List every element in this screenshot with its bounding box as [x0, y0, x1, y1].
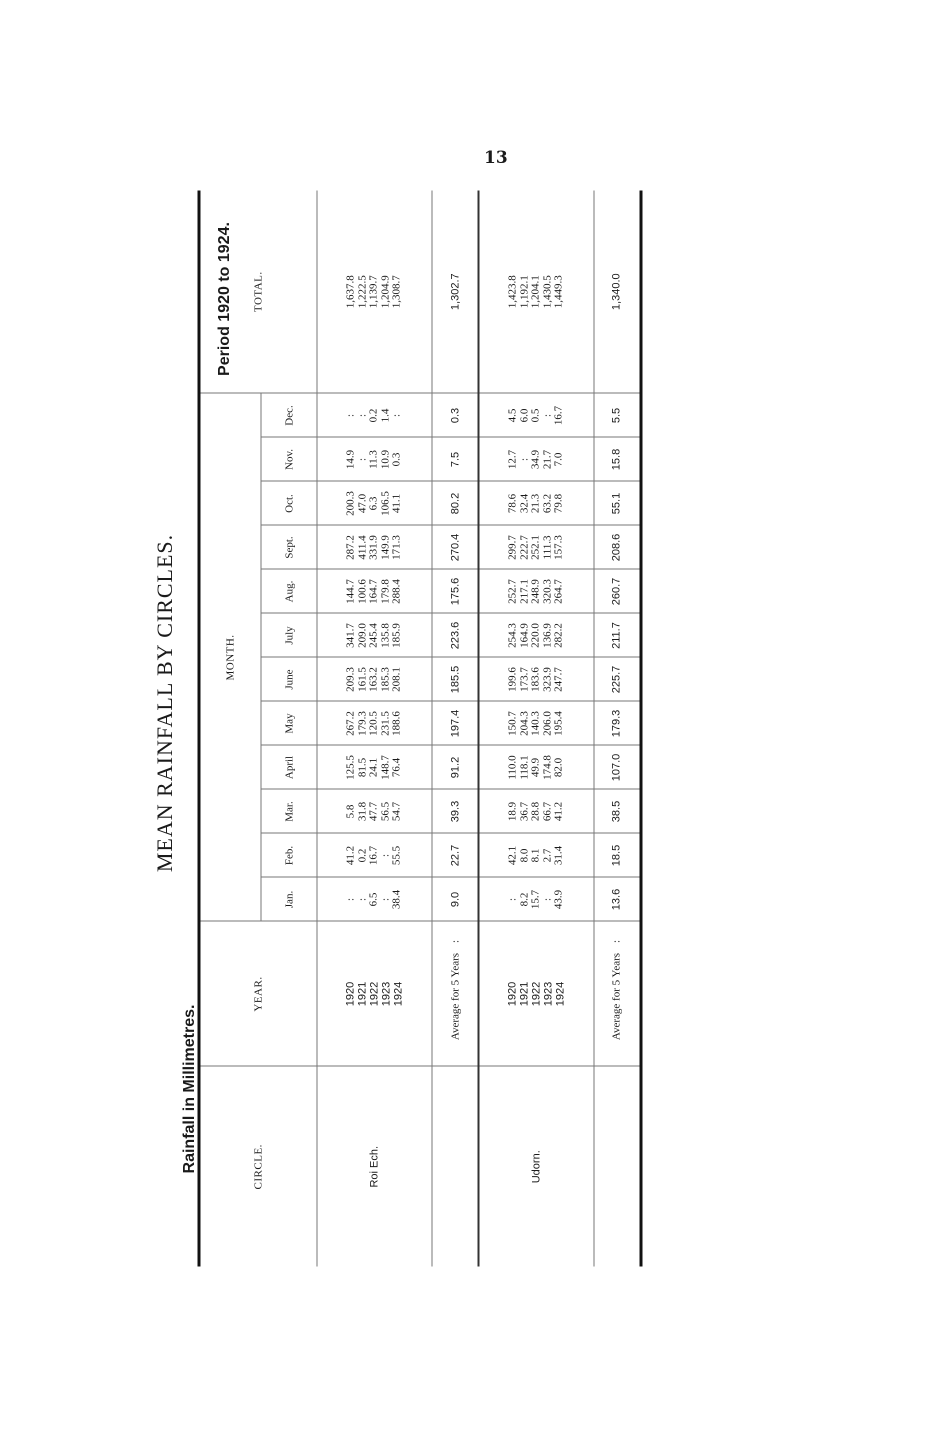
rainfall-value: 63.2: [540, 493, 553, 513]
rainfall-value: 14.9: [344, 449, 357, 469]
rainfall-value: 100.6: [355, 578, 368, 604]
rainfall-value: 31.8: [355, 801, 368, 821]
rainfall-value: 38.4: [390, 889, 403, 909]
rainfall-value: 6.5: [367, 892, 380, 906]
circle-name: Udorn.: [478, 1066, 593, 1266]
rainfall-value: 217.1: [517, 578, 530, 604]
average-spacer: [431, 1066, 478, 1266]
rainfall-value: 136.9: [540, 622, 553, 648]
rainfall-value: 6.0: [517, 408, 530, 422]
total-value: 1,204.9: [378, 274, 391, 308]
rainfall-value: 47.0: [355, 493, 368, 513]
average-value: 39.3: [431, 789, 478, 833]
rainfall-value: 140.3: [529, 710, 542, 736]
month-values-may: [478, 701, 593, 745]
units-note: Rainfall in Millimetres.: [181, 1004, 198, 1174]
header-month-10: Oct.: [261, 481, 317, 525]
rainfall-value: 148.7: [378, 754, 391, 780]
rainfall-value: 173.7: [517, 666, 530, 692]
rainfall-value: 5.8: [344, 804, 357, 818]
average-label-cell: [593, 921, 640, 1066]
total-value: 1,222.5: [355, 274, 368, 308]
rainfall-value: 41.1: [390, 493, 403, 513]
rainfall-value: 16.7: [552, 405, 565, 425]
rainfall-value: 185.9: [390, 622, 403, 648]
year-value: 1921: [518, 981, 531, 1006]
total-value: 1,449.3: [552, 274, 565, 308]
month-values-oct: [478, 481, 593, 525]
average-value: 185.5: [431, 657, 478, 701]
month-values-june: [478, 657, 593, 701]
average-label-cell: [431, 921, 478, 1066]
header-month: MONTH.: [199, 393, 261, 921]
rainfall-value: 264.7: [552, 578, 565, 604]
rainfall-value: 164.7: [367, 578, 380, 604]
year-value: 1924: [391, 981, 404, 1006]
rainfall-value: 287.2: [344, 534, 357, 560]
month-values-feb: [317, 833, 432, 877]
rainfall-value: 6.3: [367, 496, 380, 510]
rainfall-value: 231.5: [378, 710, 391, 736]
total-value: 1,192.1: [517, 274, 530, 308]
average-value: 38.5: [593, 789, 640, 833]
rainfall-value: 299.7: [506, 534, 519, 560]
rainfall-value: :: [355, 897, 368, 901]
period-note: Period 1920 to 1924.: [216, 222, 233, 376]
header-month-1: Jan.: [261, 877, 317, 921]
rainfall-table: [197, 190, 642, 1266]
rainfall-value: 110.0: [506, 754, 519, 780]
rainfall-value: 56.5: [378, 801, 391, 821]
rainfall-value: 323.9: [540, 666, 553, 692]
average-value: 80.2: [431, 481, 478, 525]
month-values-sept: [478, 525, 593, 569]
rainfall-value: 8.0: [517, 848, 530, 862]
page-title: MEAN RAINFALL BY CIRCLES.: [152, 533, 177, 873]
rainfall-value: 248.9: [529, 578, 542, 604]
header-month-11: Nov.: [261, 437, 317, 481]
rainfall-value: 161.5: [355, 666, 368, 692]
header-month-8: Aug.: [261, 569, 317, 613]
average-value: 9.0: [431, 877, 478, 921]
year-list: [478, 921, 593, 1066]
page-number: 13: [484, 148, 508, 168]
year-value: 1921: [355, 981, 368, 1006]
rainfall-value: 82.0: [552, 757, 565, 777]
average-value: 13.6: [593, 877, 640, 921]
year-list: [317, 921, 432, 1066]
average-colon: :: [448, 939, 461, 943]
average-value: 5.5: [593, 393, 640, 437]
rainfall-value: 179.8: [378, 578, 391, 604]
header-month-2: Feb.: [261, 833, 317, 877]
rainfall-value: 12.7: [506, 449, 519, 469]
rainfall-value: 0.5: [529, 408, 542, 422]
average-value: 18.5: [593, 833, 640, 877]
rainfall-value: 282.2: [552, 622, 565, 648]
rainfall-value: 200.3: [344, 490, 357, 516]
total-value: 1,139.7: [367, 274, 380, 308]
month-values-mar: [478, 789, 593, 833]
header-month-12: Dec.: [261, 393, 317, 437]
total-value: 1,430.5: [540, 274, 553, 308]
rainfall-value: 206.0: [540, 710, 553, 736]
month-values-july: [317, 613, 432, 657]
rainfall-value: 222.7: [517, 534, 530, 560]
rainfall-value: :: [355, 457, 368, 461]
rainfall-value: :: [517, 457, 530, 461]
average-value: 270.4: [431, 525, 478, 569]
rainfall-value: 341.7: [344, 622, 357, 648]
average-value: 7.5: [431, 437, 478, 481]
rainfall-value: 179.3: [355, 710, 368, 736]
year-value: 1924: [554, 981, 567, 1006]
rainfall-value: 16.7: [367, 845, 380, 865]
rainfall-value: 8.2: [517, 892, 530, 906]
rainfall-value: 199.6: [506, 666, 519, 692]
rainfall-value: 28.8: [529, 801, 542, 821]
rainfall-value: 41.2: [344, 845, 357, 865]
rainfall-value: 55.5: [390, 845, 403, 865]
rainfall-value: 174.8: [540, 754, 553, 780]
month-values-dec: [478, 393, 593, 437]
rainfall-value: 34.9: [529, 449, 542, 469]
rainfall-value: 254.3: [506, 622, 519, 648]
month-values-dec: [317, 393, 432, 437]
rainfall-value: 21.7: [540, 449, 553, 469]
header-month-3: Mar.: [261, 789, 317, 833]
month-values-june: [317, 657, 432, 701]
rainfall-value: 320.3: [540, 578, 553, 604]
rainfall-value: 32.4: [517, 493, 530, 513]
average-row: [431, 190, 478, 1266]
month-values-feb: [478, 833, 593, 877]
rainfall-value: 11.3: [367, 449, 380, 469]
average-value: 211.7: [593, 613, 640, 657]
rainfall-value: 411.4: [355, 534, 368, 560]
total-value: 1,423.8: [506, 274, 519, 308]
rainfall-value: 0.2: [355, 848, 368, 862]
month-values-aug: [317, 569, 432, 613]
rainfall-value: 10.9: [378, 449, 391, 469]
header-month-5: May: [261, 701, 317, 745]
year-value: 1923: [542, 981, 555, 1006]
rainfall-value: 79.8: [552, 493, 565, 513]
year-value: 1923: [379, 981, 392, 1006]
rainfall-value: 4.5: [506, 408, 519, 422]
rainfall-value: 171.3: [390, 534, 403, 560]
rainfall-value: :: [390, 413, 403, 417]
rainfall-value: 150.7: [506, 710, 519, 736]
total-value: 1,308.7: [390, 274, 403, 308]
month-values-april: [478, 745, 593, 789]
rainfall-value: 149.9: [378, 534, 391, 560]
header-circle: CIRCLE.: [199, 1066, 317, 1266]
rainfall-value: 8.1: [529, 848, 542, 862]
rainfall-value: 252.7: [506, 578, 519, 604]
rainfall-value: 245.4: [367, 622, 380, 648]
year-value: 1920: [506, 981, 519, 1006]
rainfall-value: 0.2: [367, 408, 380, 422]
rainfall-value: :: [506, 897, 519, 901]
header-month-7: July: [261, 613, 317, 657]
rainfall-value: 163.2: [367, 666, 380, 692]
average-value: 208.6: [593, 525, 640, 569]
rainfall-value: 36.7: [517, 801, 530, 821]
rainfall-value: 76.4: [390, 757, 403, 777]
rainfall-value: 220.0: [529, 622, 542, 648]
average-value: 175.6: [431, 569, 478, 613]
rainfall-value: 111.3: [540, 535, 553, 559]
year-value: 1920: [343, 981, 356, 1006]
month-values-jan: [478, 877, 593, 921]
year-value: 1922: [367, 981, 380, 1006]
rainfall-value: :: [540, 897, 553, 901]
header-month-4: April: [261, 745, 317, 789]
rainfall-value: 49.9: [529, 757, 542, 777]
average-total: 1,302.7: [431, 190, 478, 393]
average-colon: :: [610, 939, 623, 943]
total-values: [478, 190, 593, 393]
rainfall-value: :: [344, 897, 357, 901]
rainfall-value: :: [378, 853, 391, 857]
month-values-april: [317, 745, 432, 789]
header-month-6: June: [261, 657, 317, 701]
rainfall-value: 66.7: [540, 801, 553, 821]
rainfall-value: 42.1: [506, 845, 519, 865]
rainfall-value: 1.4: [378, 408, 391, 422]
year-value: 1922: [530, 981, 543, 1006]
month-values-mar: [317, 789, 432, 833]
rainfall-value: :: [344, 413, 357, 417]
rainfall-value: :: [540, 413, 553, 417]
month-values-july: [478, 613, 593, 657]
rainfall-value: 7.0: [552, 452, 565, 466]
rainfall-value: 185.3: [378, 666, 391, 692]
rainfall-value: 209.0: [355, 622, 368, 648]
circle-data-row: [478, 190, 593, 1266]
rainfall-value: 144.7: [344, 578, 357, 604]
average-value: 55.1: [593, 481, 640, 525]
rainfall-value: 24.1: [367, 757, 380, 777]
average-value: 107.0: [593, 745, 640, 789]
average-value: 22.7: [431, 833, 478, 877]
total-value: 1,637.8: [344, 274, 357, 308]
average-value: 179.3: [593, 701, 640, 745]
rainfall-value: 15.7: [529, 889, 542, 909]
header-total: TOTAL.: [199, 190, 317, 393]
average-value: 225.7: [593, 657, 640, 701]
average-row: [593, 190, 640, 1266]
rainfall-value: 21.3: [529, 493, 542, 513]
rainfall-value: 267.2: [344, 710, 357, 736]
rainfall-value: 43.9: [552, 889, 565, 909]
average-total: 1,340.0: [593, 190, 640, 393]
rainfall-value: 2.7: [540, 848, 553, 862]
average-spacer: [593, 1066, 640, 1266]
rainfall-value: 135.8: [378, 622, 391, 648]
month-values-jan: [317, 877, 432, 921]
month-values-nov: [317, 437, 432, 481]
rainfall-value: 208.1: [390, 666, 403, 692]
rainfall-value: 288.4: [390, 578, 403, 604]
rainfall-value: 106.5: [378, 490, 391, 516]
rainfall-value: 78.6: [506, 493, 519, 513]
month-values-may: [317, 701, 432, 745]
rainfall-value: 81.5: [355, 757, 368, 777]
average-value: 223.6: [431, 613, 478, 657]
average-value: 15.8: [593, 437, 640, 481]
rainfall-value: 209.3: [344, 666, 357, 692]
circle-name: Roi Ech.: [317, 1066, 432, 1266]
rainfall-value: 204.3: [517, 710, 530, 736]
rainfall-value: 188.6: [390, 710, 403, 736]
header-month-9: Sept.: [261, 525, 317, 569]
rainfall-value: 164.9: [517, 622, 530, 648]
rainfall-value: :: [378, 897, 391, 901]
rainfall-value: 41.2: [552, 801, 565, 821]
rainfall-value: 18.9: [506, 801, 519, 821]
average-value: 91.2: [431, 745, 478, 789]
average-value: 260.7: [593, 569, 640, 613]
rainfall-table-container: [197, 190, 642, 1266]
month-values-oct: [317, 481, 432, 525]
rainfall-value: :: [355, 413, 368, 417]
rainfall-value: 252.1: [529, 534, 542, 560]
rainfall-value: 120.5: [367, 710, 380, 736]
rainfall-value: 247.7: [552, 666, 565, 692]
rainfall-value: 31.4: [552, 845, 565, 865]
rainfall-value: 195.4: [552, 710, 565, 736]
average-label: Average for 5 Years: [610, 952, 623, 1040]
rainfall-value: 118.1: [517, 754, 530, 780]
rainfall-value: 331.9: [367, 534, 380, 560]
rainfall-value: 54.7: [390, 801, 403, 821]
rainfall-value: 0.3: [390, 452, 403, 466]
month-values-sept: [317, 525, 432, 569]
header-year: YEAR.: [199, 921, 317, 1066]
circle-data-row: [317, 190, 432, 1266]
total-value: 1,204.1: [529, 274, 542, 308]
rainfall-value: 47.7: [367, 801, 380, 821]
average-value: 197.4: [431, 701, 478, 745]
month-values-aug: [478, 569, 593, 613]
rainfall-value: 157.3: [552, 534, 565, 560]
rainfall-value: 183.6: [529, 666, 542, 692]
rainfall-value: 125.5: [344, 754, 357, 780]
average-value: 0.3: [431, 393, 478, 437]
average-label: Average for 5 Years: [448, 952, 461, 1040]
month-values-nov: [478, 437, 593, 481]
total-values: [317, 190, 432, 393]
